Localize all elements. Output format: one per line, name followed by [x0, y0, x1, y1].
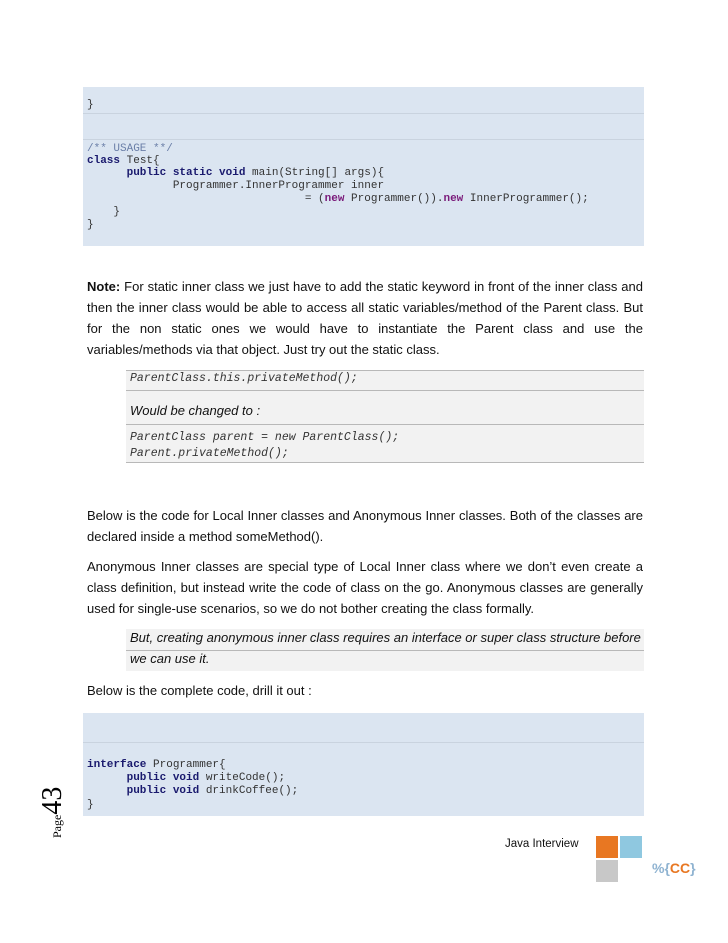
code-text: drinkCoffee();: [199, 785, 299, 797]
code-keyword: new: [443, 193, 464, 205]
logo-square-gray: [596, 860, 618, 882]
code-line: Programmer.InnerProgrammer inner: [87, 180, 385, 192]
divider: [83, 113, 644, 114]
logo-cc: CC: [669, 860, 691, 876]
code-indent: [87, 772, 127, 784]
note-label: Note:: [87, 279, 121, 294]
anon-note-line: But, creating anonymous inner class requires an interface or super class structure before: [130, 630, 641, 645]
complete-code-paragraph: Below is the complete code, drill it out :: [87, 683, 312, 698]
code-keyword: new: [324, 193, 345, 205]
page-word: Page: [50, 814, 64, 838]
local-inner-paragraph: Below is the code for Local Inner classes and Anonymous Inner classes. Both of the classes are declared inside a method someMethod().: [87, 508, 643, 544]
code-line: [87, 167, 384, 179]
logo-brace: }: [690, 860, 696, 876]
logo-text: [652, 860, 696, 876]
code-line: }: [87, 99, 94, 111]
anonymous-paragraph: Anonymous Inner classes are special type of Local Inner class where we don’t even create a class definition, but instead write the code of class on the go. Anonymous classes are generally used for single-use scenarios, so we do not bother creating the class formally.: [87, 559, 643, 616]
divider: [126, 390, 644, 391]
code-line: [87, 155, 160, 167]
footer-title: Java Interview: [505, 838, 579, 850]
code-text: InnerProgrammer();: [463, 193, 589, 205]
code-line: ParentClass parent = new ParentClass();: [130, 431, 400, 444]
divider: [126, 462, 644, 463]
page-number: [37, 778, 73, 838]
divider: [126, 370, 644, 371]
divider: [83, 742, 644, 743]
code-indent: [87, 167, 127, 179]
code-block-usage: [83, 87, 644, 246]
code-line: [87, 772, 285, 784]
code-line: [87, 785, 298, 797]
code-indent: [87, 785, 127, 797]
code-line: [87, 193, 589, 205]
note-paragraph: [87, 276, 643, 360]
divider: [83, 139, 644, 140]
note-text: For static inner class we just have to add the static keyword in front of the inner class and then the inner class would be able to access all static variables/method of the Parent class. But for the non static ones we would have to instantiate the Parent class and use the variables/methods via that object. Just try out the static class.: [87, 279, 643, 357]
page-number-value: 43: [37, 786, 68, 815]
code-block-interface: [83, 713, 644, 816]
divider: [126, 650, 644, 651]
logo-square-blue: [620, 836, 642, 858]
code-line: }: [87, 206, 121, 218]
logo-square-orange: [596, 836, 618, 858]
code-line: [87, 759, 226, 771]
code-text: main(String[] args){: [245, 167, 385, 179]
changed-caption: Would be changed to :: [130, 403, 261, 418]
code-keyword: class: [87, 155, 121, 167]
logo-brace: %{: [652, 860, 670, 876]
code-comment: /** USAGE **/: [87, 143, 173, 155]
code-text: Test{: [120, 155, 160, 167]
code-text: Programmer{: [146, 759, 226, 771]
code-line: }: [87, 219, 94, 231]
divider: [126, 424, 644, 425]
code-text: Programmer()).: [344, 193, 444, 205]
code-line: }: [87, 799, 94, 811]
code-line: ParentClass.this.privateMethod();: [130, 372, 358, 385]
code-line: Parent.privateMethod();: [130, 447, 289, 460]
code-text: = (: [87, 193, 325, 205]
code-keyword: interface: [87, 759, 147, 771]
code-text: writeCode();: [199, 772, 286, 784]
anon-note-line: we can use it.: [130, 651, 210, 666]
code-keyword: public void: [126, 772, 200, 784]
static-example-box: [126, 370, 644, 462]
code-keyword: public void: [126, 785, 200, 797]
code-keyword: public static void: [126, 167, 246, 179]
